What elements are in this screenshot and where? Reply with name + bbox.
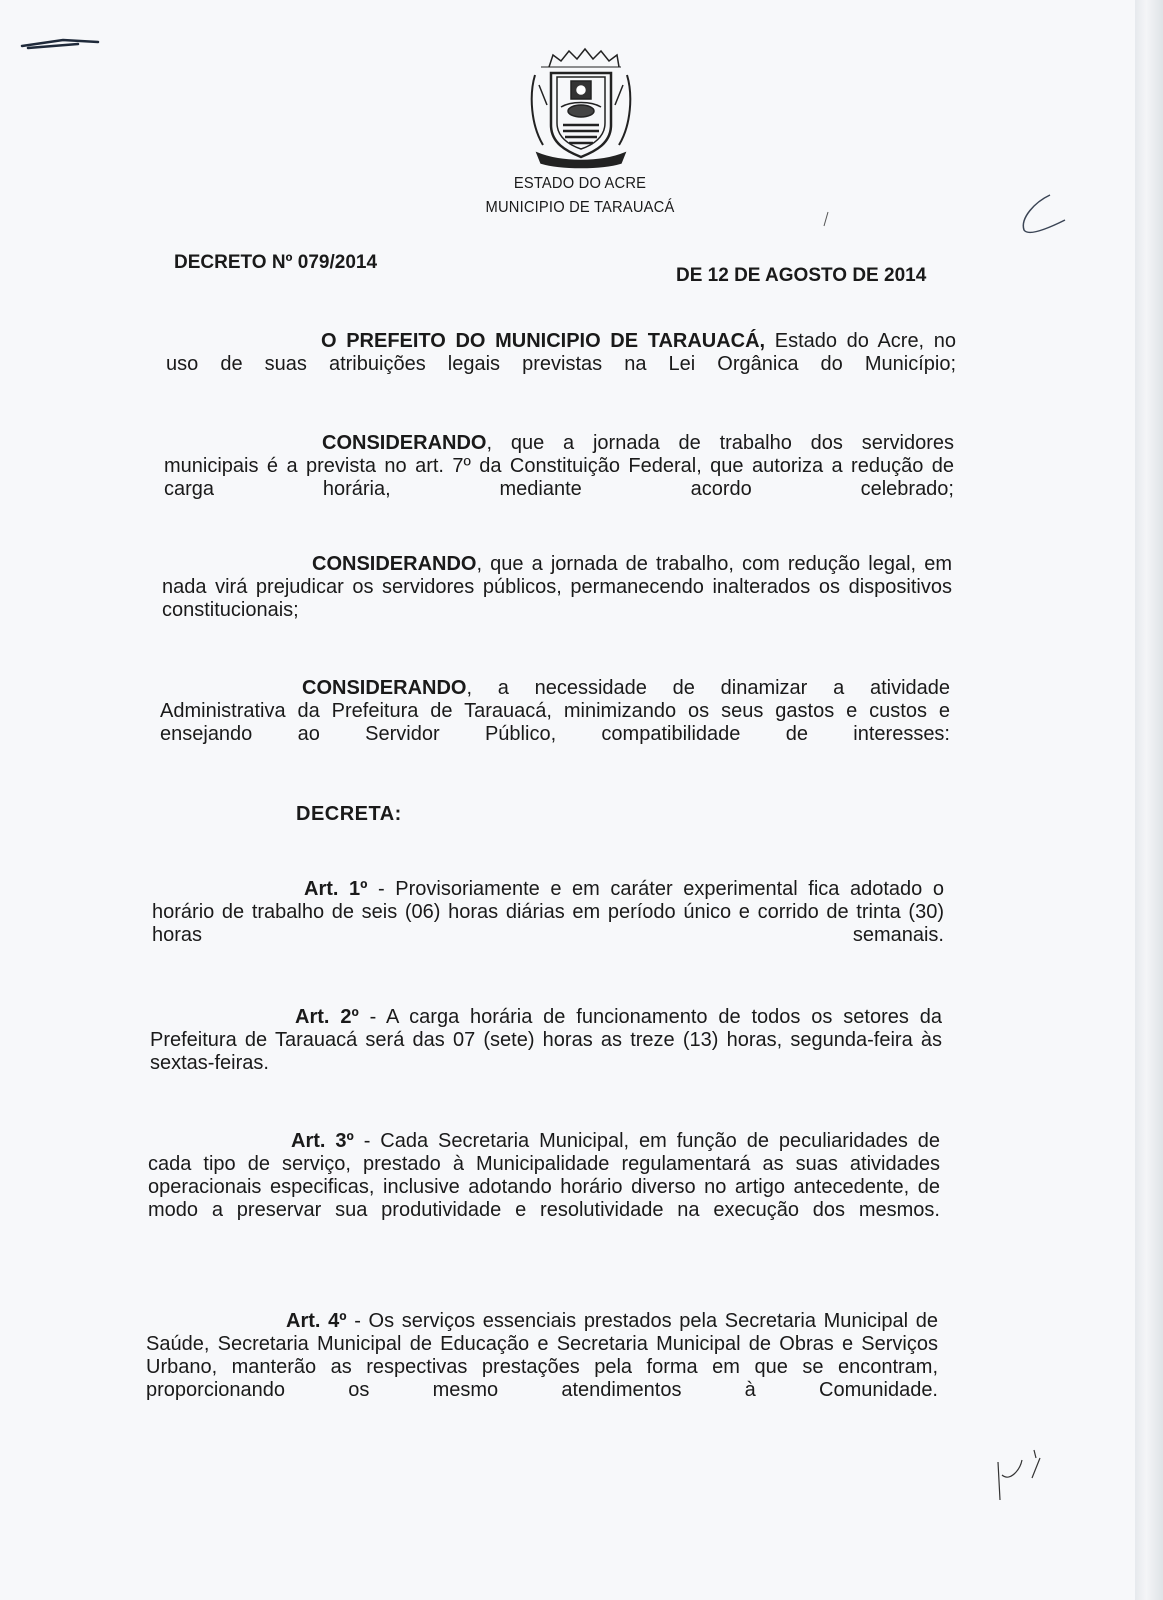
consideration-2-lead: CONSIDERANDO: [312, 553, 477, 575]
article-3-text: - Cada Secretaria Municipal, em função de peculiaridades de cada tipo de serviço, prestado à Municipalidade regulamentará as suas atividades operacionais especificas, inclusive adotando horário diverso no artigo antecedente, de modo a preservar sua produtividade e resolutividade na execução dos mesmos.: [148, 1130, 940, 1221]
article-4: [146, 1310, 938, 1425]
decree-date: DE 12 DE AGOSTO DE 2014: [676, 265, 927, 286]
consideration-2-text: , que a jornada de trabalho, com redução legal, em nada virá prejudicar os servidores públicos, permanecendo inalterados os dispositivos constitucionais;: [162, 553, 952, 621]
municipality-name: MUNICIPIO DE TARAUACÁ: [485, 199, 675, 216]
page-edge: [1135, 0, 1163, 1600]
decreta-heading: DECRETA:: [296, 803, 402, 825]
preamble-text: Estado do Acre, no uso de suas atribuições legais previstas na Lei Orgânica do Município;: [166, 330, 956, 375]
municipal-coat-of-arms-icon: [521, 45, 641, 170]
consideration-3: [160, 677, 950, 769]
article-1: [152, 878, 944, 970]
article-1-lead: Art. 1º: [304, 878, 368, 900]
preamble-paragraph: [166, 330, 956, 399]
initials-mark: [990, 1440, 1060, 1510]
article-1-text: - Provisoriamente e em caráter experimental fica adotado o horário de trabalho de seis (06) horas diárias em período único e corrido de trinta (30) horas semanais.: [152, 878, 944, 946]
pen-mark-right: [1010, 190, 1070, 240]
consideration-1-text: , que a jornada de trabalho dos servidores municipais é a prevista no art. 7º da Constituição Federal, que autoriza a redução de carga horária, mediante acordo celebrado;: [164, 432, 954, 500]
consideration-3-lead: CONSIDERANDO: [302, 677, 467, 699]
state-name: ESTADO DO ACRE: [513, 175, 647, 192]
decree-number: DECRETO Nº 079/2014: [174, 252, 378, 273]
article-2: [150, 1006, 942, 1098]
article-2-lead: Art. 2º: [295, 1006, 359, 1028]
pen-mark-small: [820, 210, 832, 230]
preamble-lead: O PREFEITO DO MUNICIPIO DE TARAUACÁ,: [321, 330, 766, 352]
pen-mark-top-left: [18, 32, 108, 57]
consideration-2: [162, 553, 952, 645]
consideration-1: [164, 432, 954, 524]
article-2-text: - A carga horária de funcionamento de todos os setores da Prefeitura de Tarauacá será das 07 (sete) horas as treze (13) horas, segunda-feira às sextas-feiras.: [150, 1006, 942, 1074]
consideration-3-text: , a necessidade de dinamizar a atividade Administrativa da Prefeitura de Tarauacá, minimizando os seus gastos e custos e ensejando ao Servidor Público, compatibilidade de interesses:: [160, 677, 950, 745]
article-3: [148, 1130, 940, 1245]
article-4-text: - Os serviços essenciais prestados pela Secretaria Municipal de Saúde, Secretaria Municipal de Educação e Secretaria Municipal de Obras e Serviços Urbano, manterão as respectivas prestações pela forma em que se encontram, proporcionando os mesmo atendimentos à Comunidade.: [146, 1310, 938, 1401]
article-3-lead: Art. 3º: [291, 1130, 354, 1152]
article-4-lead: Art. 4º: [286, 1310, 347, 1332]
consideration-1-lead: CONSIDERANDO: [322, 432, 487, 454]
